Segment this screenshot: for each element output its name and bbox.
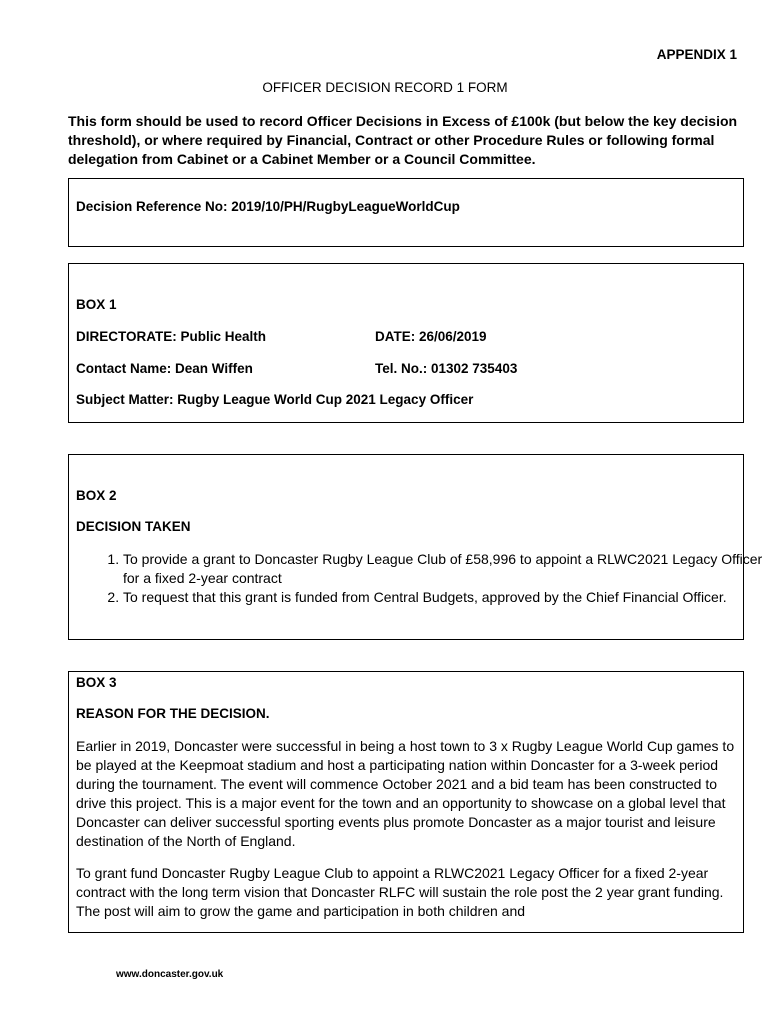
reason-paragraph-1: Earlier in 2019, Doncaster were successful in being a host town to 3 x Rugby League World Cup games to be played at the Keepmoat stadium and host a participating nation within Doncaster for a 3-week period during the tournament. The event will commence October 2021 and a bid team has been constructed to drive this project. This is a major event for the town and an opportunity to showcase on a global level that Doncaster can deliver successful sporting events plus promote Doncaster as a major tourist and leisure destination of the North of England. — [76, 738, 735, 849]
box-3 — [68, 671, 744, 933]
list-item: 2. To request that this grant is funded from Central Budgets, approved by the Chief Financial Officer. — [123, 588, 763, 607]
box-1 — [68, 263, 744, 423]
box-2 — [68, 454, 763, 640]
appendix-label: APPENDIX 1 — [656, 47, 737, 62]
box-2-heading: BOX 2 — [76, 488, 117, 503]
box-3-heading: BOX 3 — [76, 675, 117, 690]
reference-box — [68, 178, 744, 247]
directorate: DIRECTORATE: Public Health — [76, 329, 267, 344]
list-item: 1. To provide a grant to Doncaster Rugby League Club of £58,996 to appoint a RLWC2021 Legacy Officer for a fixed 2-year contract — [123, 550, 763, 588]
telephone-number: Tel. No.: 01302 735403 — [375, 361, 518, 376]
decision-taken-heading: DECISION TAKEN — [76, 519, 191, 534]
form-title: OFFICER DECISION RECORD 1 FORM — [262, 80, 508, 95]
footer-url: www.doncaster.gov.uk — [116, 969, 224, 980]
subject-matter: Subject Matter: Rugby League World Cup 2021 Legacy Officer — [76, 392, 474, 407]
decision-reference: Decision Reference No: 2019/10/PH/RugbyLeagueWorldCup — [76, 199, 460, 214]
decision-date: DATE: 26/06/2019 — [375, 329, 487, 344]
intro-text: This form should be used to record Officer Decisions in Excess of £100k (but below the key decision threshold), or where required by Financial, Contract or other Procedure Rules or following formal delegation from Cabinet or a Cabinet Member or a Council Committee. — [68, 113, 738, 167]
reason-heading: REASON FOR THE DECISION. — [76, 706, 270, 721]
reason-paragraph-2: To grant fund Doncaster Rugby League Club to appoint a RLWC2021 Legacy Officer for a fixed 2-year contract with the long term vision that Doncaster RLFC will sustain the role post the 2 year grant funding. The post will aim to grow the game and participation in both children and — [76, 865, 724, 919]
box-1-heading: BOX 1 — [76, 297, 117, 312]
decision-list — [89, 550, 763, 607]
contact-name: Contact Name: Dean Wiffen — [76, 361, 253, 376]
